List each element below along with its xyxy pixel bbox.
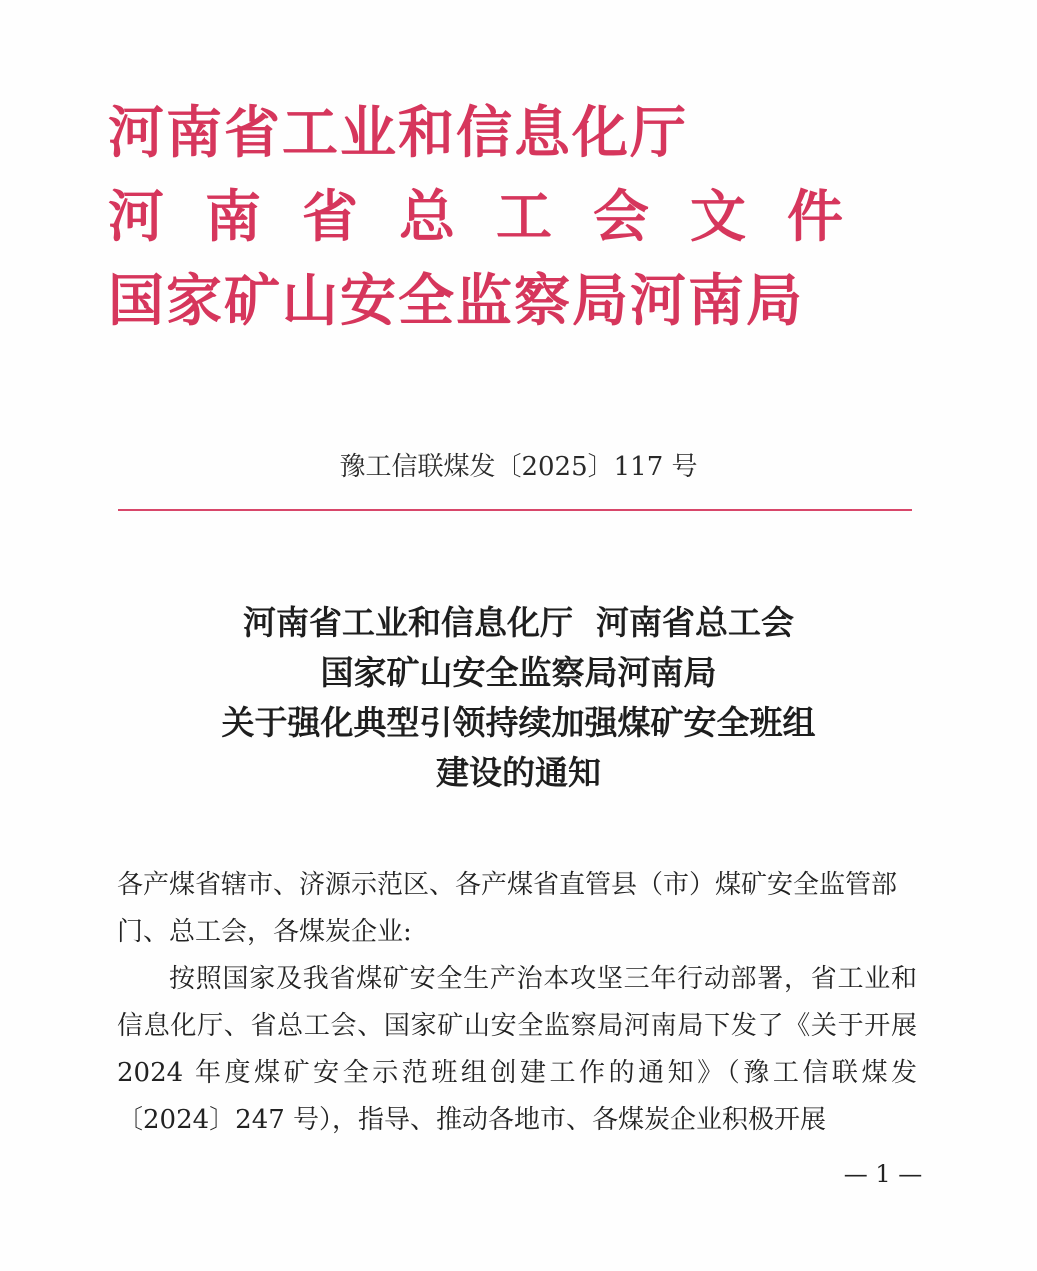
title-line-1: 河南省工业和信息化厅 河南省总工会 <box>243 603 794 642</box>
document-title <box>0 598 1037 798</box>
issuer-line-3: 国家矿山安全监察局河南局 <box>108 269 804 334</box>
page-number: — 1 — <box>843 1160 923 1188</box>
red-divider-rule <box>118 509 912 511</box>
title-line-2: 国家矿山安全监察局河南局 <box>320 653 717 692</box>
title-line-4: 建设的通知 <box>436 753 601 792</box>
issuer-line-2: 河南省总工会文件 <box>108 185 884 250</box>
issuer-line-1: 河南省工业和信息化厅 <box>108 101 688 166</box>
body-paragraph: 按照国家及我省煤矿安全生产治本攻坚三年行动部署，省工业和信息化厅、省总工会、国家矿山安全监察局河南局下发了《关于开展 2024 年度煤矿安全示范班组创建工作的通知》（豫工信联煤发〔2024〕247 号），指导、推动各地市、各煤炭企业积极开展 <box>117 964 917 1135</box>
title-line-3: 关于强化典型引领持续加强煤矿安全班组 <box>221 703 816 742</box>
recipients-text: 各产煤省辖市、济源示范区、各产煤省直管县（市）煤矿安全监管部门、总工会，各煤炭企业: <box>117 870 898 947</box>
document-number: 豫工信联煤发〔2025〕117 号 <box>339 452 698 482</box>
document-body <box>117 862 917 1144</box>
